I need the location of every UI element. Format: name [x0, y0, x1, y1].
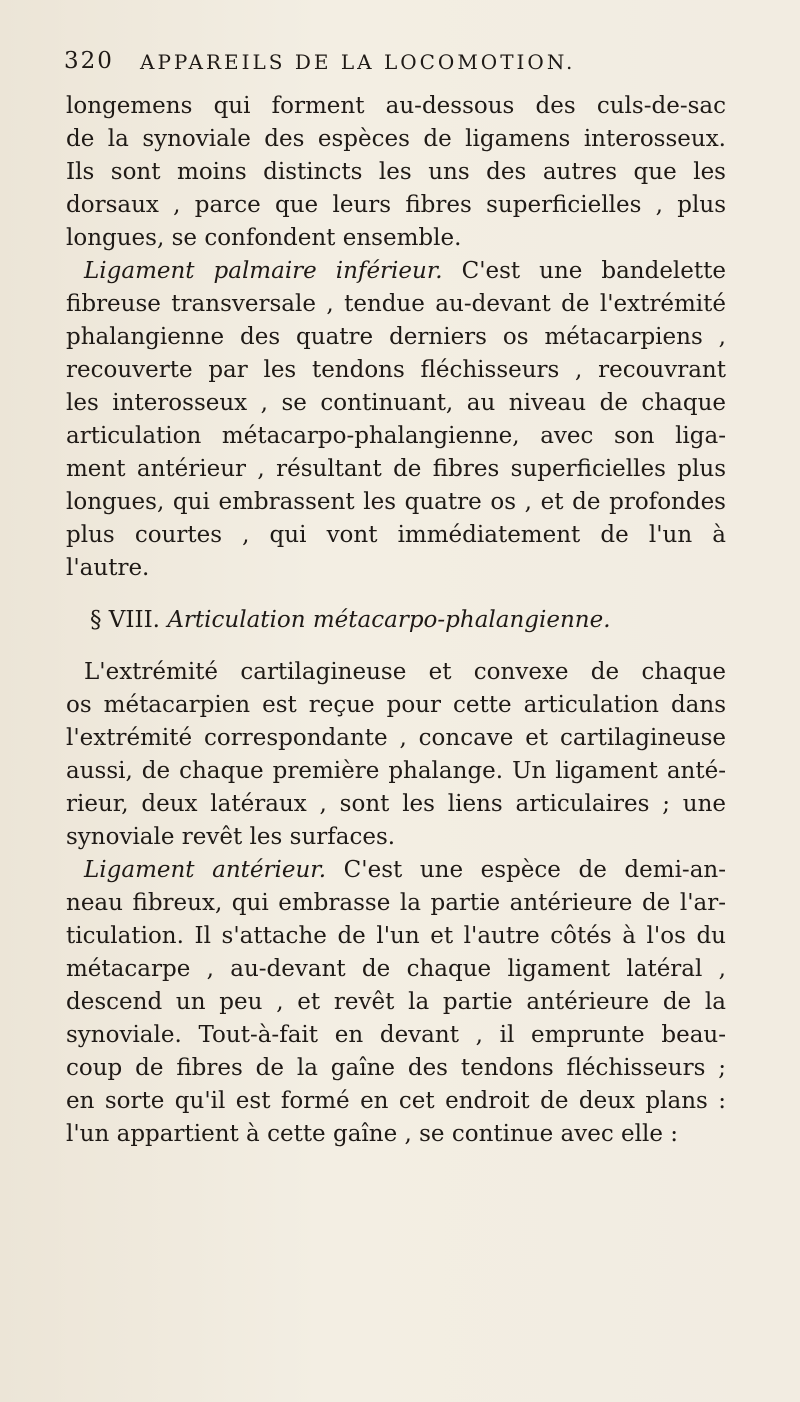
- paragraph-first-line: [66, 255, 726, 288]
- text-line: longemens qui forment au-dessous des culs-de-sac: [66, 93, 726, 119]
- text-line: l'un appartient à cette gaîne , se continue avec elle :: [66, 1121, 679, 1147]
- text-line: Ils sont moins distincts les uns des autres que les: [66, 159, 726, 185]
- text-line: os métacarpien est reçue pour cette articulation dans: [66, 692, 726, 718]
- text-line: plus courtes , qui vont immédiatement de l'un à: [66, 522, 726, 548]
- section-title: Articulation métacarpo-phalangienne.: [167, 607, 611, 633]
- spacer: [66, 585, 726, 604]
- text-line: articulation métacarpo-phalangienne, avec son liga-: [66, 423, 726, 449]
- text-line: synoviale revêt les surfaces.: [66, 824, 396, 850]
- text-line: recouverte par les tendons fléchisseurs , recouvrant: [66, 357, 726, 383]
- text-line: synoviale. Tout-à-fait en devant , il emprunte beau-: [66, 1022, 726, 1048]
- page-number: 320: [64, 48, 114, 74]
- text-line: métacarpe , au-devant de chaque ligament latéral ,: [66, 956, 726, 982]
- text-run: C'est une espèce de demi-an-: [343, 857, 726, 883]
- text-line: fibreuse transversale , tendue au-devant de l'extrémité: [66, 291, 726, 317]
- text-line: l'autre.: [66, 555, 150, 581]
- running-header: [64, 48, 724, 82]
- text-line: phalangienne des quatre derniers os métacarpiens ,: [66, 324, 726, 350]
- text-line: dorsaux , parce que leurs fibres superficielles , plus: [66, 192, 726, 218]
- running-title: APPAREILS DE LA LOCOMOTION.: [140, 50, 576, 74]
- text-line: l'extrémité correspondante , concave et cartilagineuse: [66, 725, 726, 751]
- text-line: rieur, deux latéraux , sont les liens articulaires ; une: [66, 791, 726, 817]
- text-line: descend un peu , et revêt la partie antérieure de la: [66, 989, 726, 1015]
- paragraph-heading: Ligament antérieur.: [84, 857, 327, 883]
- text-line: L'extrémité cartilagineuse et convexe de chaque: [84, 659, 726, 685]
- text-run: C'est une bandelette: [461, 258, 726, 284]
- text-line: longues, se confondent ensemble.: [66, 225, 462, 251]
- text-line: longues, qui embrassent les quatre os , et de profondes: [66, 489, 726, 515]
- text-line: aussi, de chaque première phalange. Un ligament anté-: [66, 758, 726, 784]
- section-label: § VIII.: [90, 607, 160, 633]
- text-line: ment antérieur , résultant de fibres superficielles plus: [66, 456, 726, 482]
- text-line: de la synoviale des espèces de ligamens interosseux.: [66, 126, 726, 152]
- section-heading: [66, 604, 726, 637]
- page-body: [66, 90, 726, 1151]
- text-line: coup de fibres de la gaîne des tendons fléchisseurs ;: [66, 1055, 726, 1081]
- text-line: ticulation. Il s'attache de l'un et l'autre côtés à l'os du: [66, 923, 726, 949]
- paragraph-heading: Ligament palmaire inférieur.: [84, 258, 443, 284]
- text-line: les interosseux , se continuant, au niveau de chaque: [66, 390, 726, 416]
- spacer: [66, 637, 726, 656]
- paragraph-first-line: [66, 854, 726, 887]
- text-line: en sorte qu'il est formé en cet endroit de deux plans :: [66, 1088, 726, 1114]
- text-line: neau fibreux, qui embrasse la partie antérieure de l'ar-: [66, 890, 726, 916]
